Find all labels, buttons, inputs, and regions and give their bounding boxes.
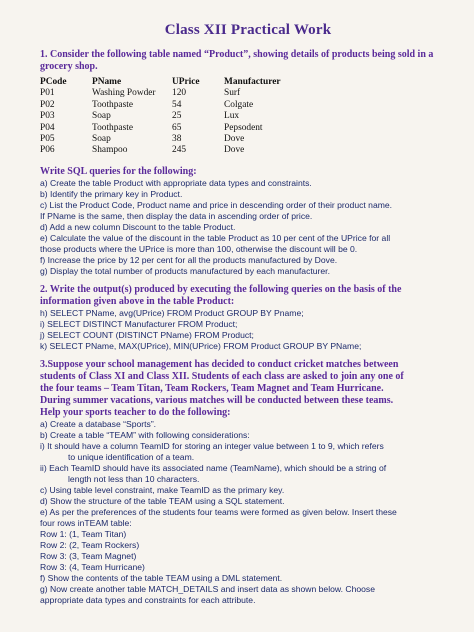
heading-line: 2. Write the output(s) produced by executing the following queries on the basis of the	[40, 283, 402, 295]
list-item: i) It should have a column TeamID for storing an integer value between 1 to 9, which refers	[40, 440, 384, 451]
list-item: those products where the UPrice is more than 100, otherwise the discount will be 0.	[40, 243, 358, 254]
table-cell: 38	[172, 134, 182, 145]
table-cell: Dove	[224, 145, 245, 156]
table-cell: P01	[40, 88, 55, 99]
list-item: If PName is the same, then display the data in ascending order of price.	[40, 210, 313, 221]
table-cell: P03	[40, 111, 55, 122]
question-2-heading	[40, 284, 456, 308]
table-cell: Soap	[92, 111, 111, 122]
table-cell: Shampoo	[92, 145, 128, 156]
table-cell: Soap	[92, 134, 111, 145]
table-row	[40, 134, 344, 145]
heading-line: Help your sports teacher to do the following:	[40, 406, 231, 418]
column-header: PCode	[40, 77, 67, 87]
table-cell: P06	[40, 145, 55, 156]
product-table-header	[40, 77, 344, 88]
table-cell: Washing Powder	[92, 88, 156, 99]
list-item: a) Create a database “Sports”.	[40, 418, 157, 429]
column-header: Manufacturer	[224, 77, 281, 87]
list-item: g) Now create another table MATCH_DETAILS and insert data as shown below. Choose	[40, 583, 376, 594]
team-row-item: Row 3: (3, Team Magnet)	[40, 550, 137, 561]
table-cell: P05	[40, 134, 55, 145]
question-1-heading: 1. Consider the following table named “Product”, showing details of products being sold in a grocery shop.	[40, 49, 434, 72]
sports-task-list	[40, 419, 456, 606]
table-cell: Surf	[224, 88, 241, 99]
list-item: a) Create the table Product with appropriate data types and constraints.	[40, 177, 312, 188]
list-item: b) Create a table “TEAM” with following considerations:	[40, 429, 250, 440]
table-cell: Dove	[224, 134, 245, 145]
heading-line: the four teams – Team Titan, Team Rockers, Team Magnet and Team Hurricane.	[40, 382, 384, 394]
list-item: g) Display the total number of products manufactured by each manufacturer.	[40, 265, 330, 276]
table-row	[40, 111, 344, 122]
output-query-list	[40, 308, 456, 352]
column-header: UPrice	[172, 77, 200, 87]
list-item: d) Show the structure of the table TEAM using a SQL statement.	[40, 495, 285, 506]
list-item: c) List the Product Code, Product name and price in descending order of their product name.	[40, 199, 393, 210]
question-3-heading	[40, 359, 456, 419]
heading-line: During summer vacations, various matches will be conducted between these teams.	[40, 394, 394, 406]
table-row	[40, 88, 344, 99]
table-row	[40, 123, 344, 134]
table-cell: 245	[172, 145, 187, 156]
table-cell: Toothpaste	[92, 99, 134, 110]
list-item: d) Add a new column Discount to the table Product.	[40, 221, 236, 232]
table-cell: Colgate	[224, 99, 254, 110]
list-item: e) Calculate the value of the discount in the table Product as 10 per cent of the UPrice for all	[40, 232, 391, 243]
list-item: c) Using table level constraint, make TeamID as the primary key.	[40, 484, 285, 495]
table-cell: P02	[40, 99, 55, 110]
list-item: to unique identification of a team.	[68, 451, 195, 462]
page-title: Class XII Practical Work	[164, 22, 332, 38]
table-cell: Toothpaste	[92, 122, 134, 133]
team-row-item: Row 1: (1, Team Titan)	[40, 528, 127, 539]
table-cell: 65	[172, 122, 182, 133]
product-table	[40, 77, 344, 157]
table-cell: 54	[172, 99, 182, 110]
table-cell: 25	[172, 111, 182, 122]
table-cell: 120	[172, 88, 187, 99]
list-item: k) SELECT PName, MAX(UPrice), MIN(UPrice) FROM Product GROUP BY PName;	[40, 340, 362, 351]
table-row	[40, 100, 344, 111]
list-item: h) SELECT PName, avg(UPrice) FROM Product GROUP BY Pname;	[40, 307, 304, 318]
team-row-item: Row 2: (2, Team Rockers)	[40, 539, 140, 550]
team-row-item: Row 3: (4, Team Hurricane)	[40, 561, 145, 572]
sql-task-list	[40, 178, 456, 277]
list-item: ii) Each TeamID should have its associated name (TeamName), which should be a string of	[40, 462, 387, 473]
heading-line: information given above in the table Product:	[40, 295, 235, 307]
list-item: i) SELECT DISTINCT Manufacturer FROM Product;	[40, 318, 238, 329]
table-cell: P04	[40, 122, 55, 133]
list-item: four rows inTEAM table:	[40, 517, 132, 528]
column-header: PName	[92, 77, 122, 87]
list-item: j) SELECT COUNT (DISTINCT PName) FROM Product;	[40, 329, 254, 340]
list-item: e) As per the preferences of the students four teams were formed as given below. Insert these	[40, 506, 397, 517]
list-item: f) Increase the price by 12 per cent for all the products manufactured by Dove.	[40, 254, 338, 265]
table-row	[40, 145, 344, 156]
list-item: length not less than 10 characters.	[68, 473, 200, 484]
list-item: appropriate data types and constraints for each attribute.	[40, 594, 256, 605]
table-cell: Lux	[224, 111, 240, 122]
heading-line: 3.Suppose your school management has decided to conduct cricket matches between	[40, 358, 399, 370]
sql-queries-heading: Write SQL queries for the following:	[40, 165, 197, 177]
table-cell: Pepsodent	[224, 122, 263, 133]
heading-line: students of Class XI and Class XII. Students of each class are asked to join any one of	[40, 370, 404, 382]
list-item: b) Identify the primary key in Product.	[40, 188, 183, 199]
list-item: f) Show the contents of the table TEAM using a DML statement.	[40, 572, 283, 583]
